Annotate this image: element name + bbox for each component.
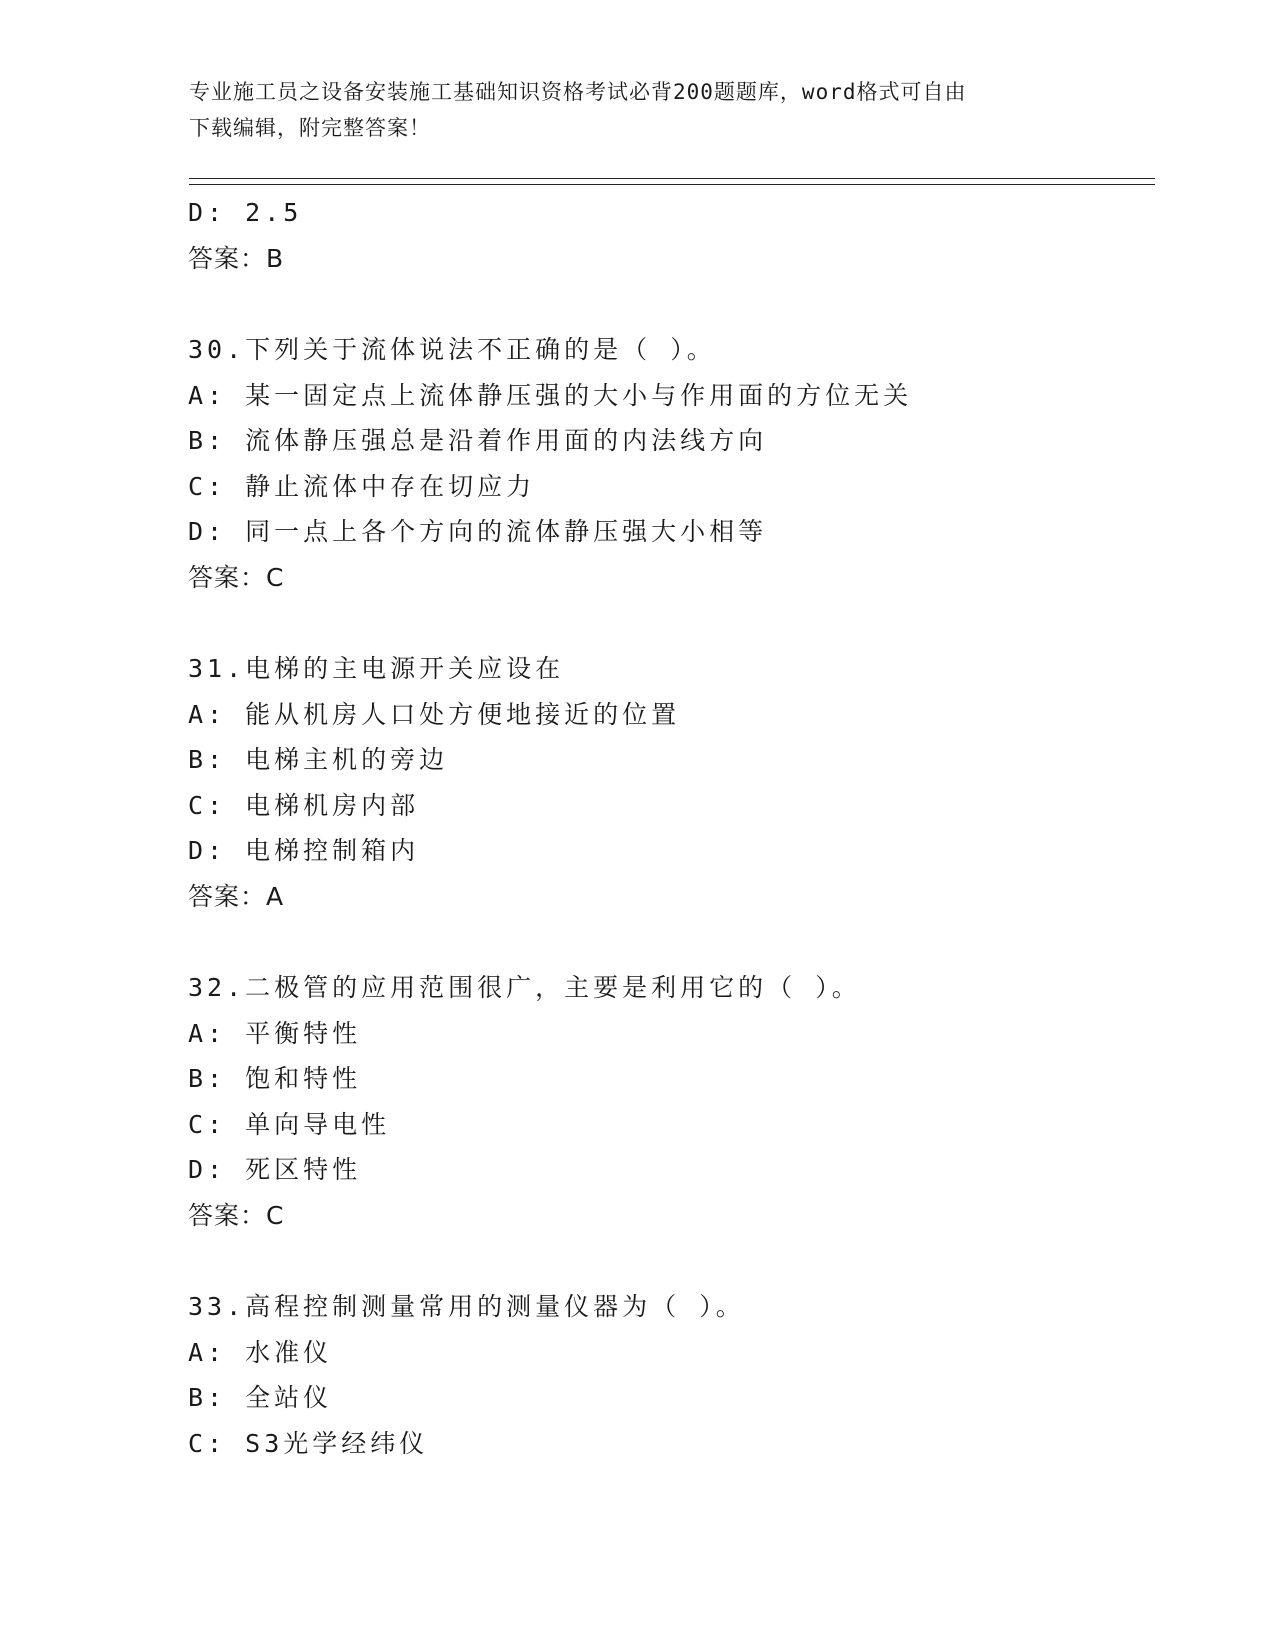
header-line-2: 下载编辑，附完整答案！ — [189, 116, 431, 140]
header-divider-bottom — [189, 184, 1155, 185]
option-b: B: 流体静压强总是沿着作用面的内法线方向 — [188, 426, 768, 455]
answer-line: 答案：C — [188, 562, 285, 592]
header-divider-top — [189, 178, 1155, 179]
option-d: D: 同一点上各个方向的流体静压强大小相等 — [188, 517, 768, 546]
option-d: D: 死区特性 — [188, 1155, 362, 1184]
option-c: C: 单向导电性 — [188, 1109, 391, 1139]
answer-line: 答案：A — [188, 881, 285, 911]
option-b: B: 饱和特性 — [188, 1064, 362, 1093]
option-a: A: 某一固定点上流体静压强的大小与作用面的方位无关 — [188, 380, 913, 410]
question-32 — [188, 965, 1188, 1238]
option-c: C: 静止流体中存在切应力 — [188, 471, 536, 501]
option-d: D: 2.5 — [188, 198, 303, 227]
option-a: A: 能从机房人口处方便地接近的位置 — [188, 699, 681, 729]
option-b: B: 全站仪 — [188, 1383, 333, 1412]
question-list — [188, 190, 1188, 1466]
question-stem: 30.下列关于流体说法不正确的是（ ）。 — [188, 335, 716, 364]
question-stem: 32.二极管的应用范围很广，主要是利用它的（ ）。 — [188, 973, 861, 1002]
option-c: C: 电梯机房内部 — [188, 790, 420, 820]
option-b: B: 电梯主机的旁边 — [188, 745, 449, 774]
question-30 — [188, 327, 1188, 600]
question-stem: 33.高程控制测量常用的测量仪器为（ ）。 — [188, 1292, 745, 1321]
option-c: C: S3光学经纬仪 — [188, 1428, 429, 1458]
option-a: A: 平衡特性 — [188, 1018, 362, 1048]
answer-line: 答案：C — [188, 1200, 285, 1230]
question-stem: 31.电梯的主电源开关应设在 — [188, 654, 565, 683]
document-header — [189, 74, 1089, 146]
question-31 — [188, 646, 1188, 919]
option-a: A: 水准仪 — [188, 1337, 333, 1367]
question-33 — [188, 1284, 1188, 1466]
answer-line: 答案：B — [188, 243, 285, 273]
header-line-1: 专业施工员之设备安装施工基础知识资格考试必背200题题库，word格式可自由 — [189, 80, 967, 104]
option-d: D: 电梯控制箱内 — [188, 836, 420, 865]
